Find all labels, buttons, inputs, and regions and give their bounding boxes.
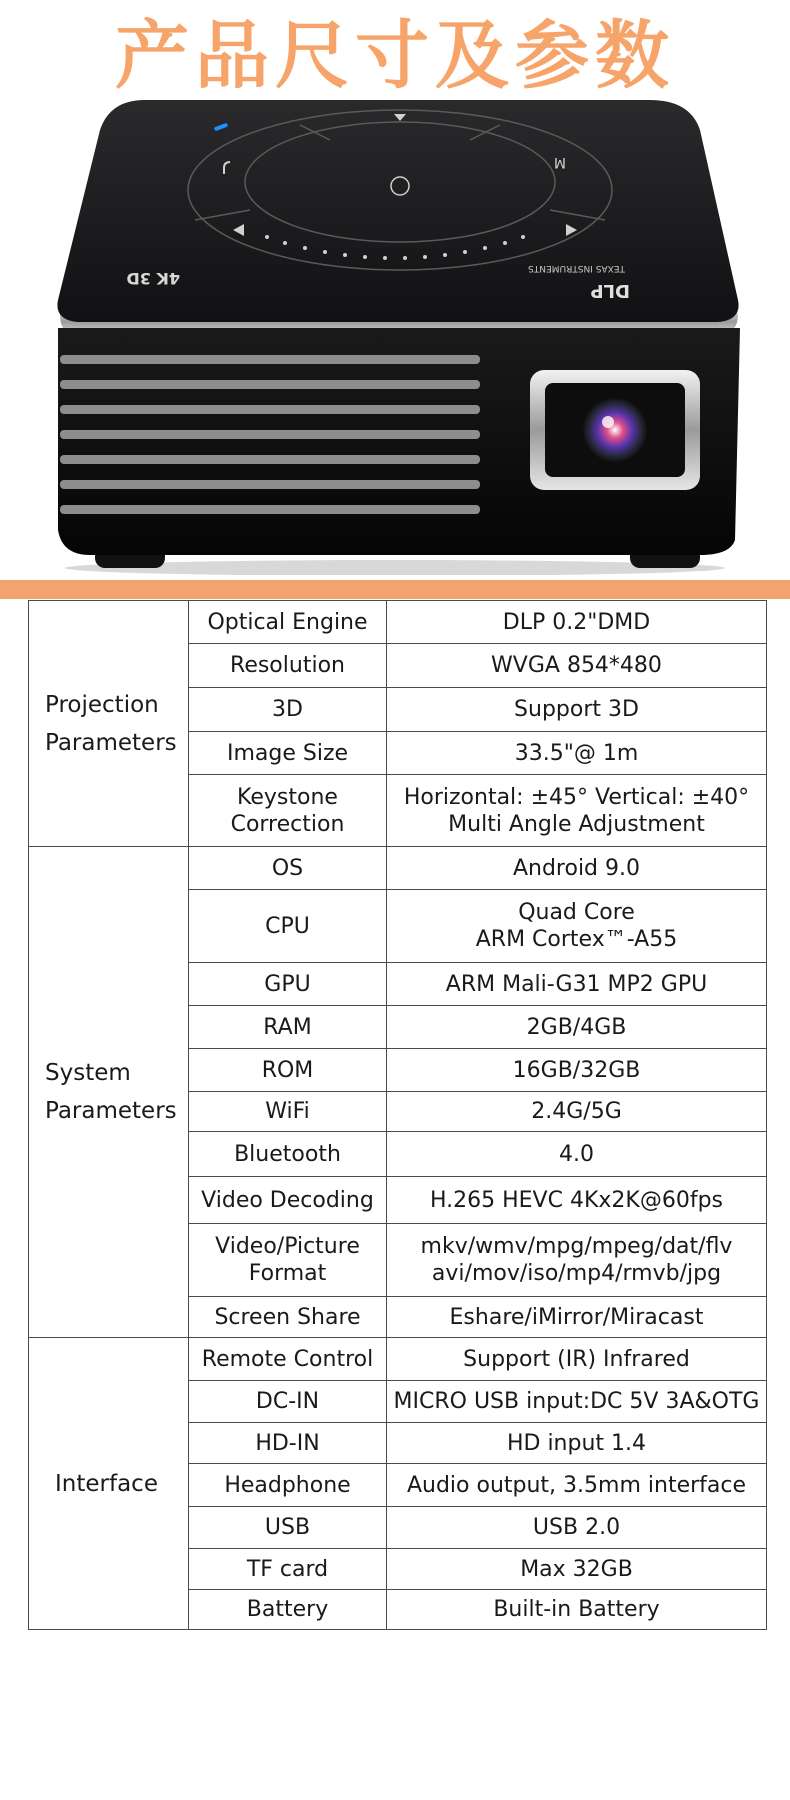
spec-value: 2.4G/5G: [387, 1092, 767, 1132]
spec-value: Built-in Battery: [387, 1590, 767, 1630]
table-row: [29, 847, 767, 890]
spec-label: Screen Share: [189, 1297, 387, 1338]
spec-label: Image Size: [189, 732, 387, 775]
spec-value: DLP 0.2"DMD: [387, 601, 767, 644]
spec-label: Bluetooth: [189, 1132, 387, 1177]
spec-label: Video/Picture Format: [189, 1224, 387, 1297]
spec-label: Optical Engine: [189, 601, 387, 644]
spec-group-name: Interface: [29, 1338, 189, 1630]
spec-group-name: System Parameters: [29, 847, 189, 1338]
spec-value: Eshare/iMirror/Miracast: [387, 1297, 767, 1338]
spec-label: Battery: [189, 1590, 387, 1630]
spec-value: 33.5"@ 1m: [387, 732, 767, 775]
spec-label: Resolution: [189, 644, 387, 688]
spec-value: mkv/wmv/mpg/mpeg/dat/flv avi/mov/iso/mp4/rmvb/jpg: [387, 1224, 767, 1297]
spec-label: RAM: [189, 1006, 387, 1049]
spec-label: 3D: [189, 688, 387, 732]
4k-3d-badge: 4K 3D: [126, 269, 180, 288]
spec-label: Keystone Correction: [189, 775, 387, 847]
page-title: 产品尺寸及参数: [115, 13, 675, 99]
table-row: [29, 1338, 767, 1381]
spec-label: CPU: [189, 890, 387, 963]
spec-value: Support (IR) Infrared: [387, 1338, 767, 1381]
spec-label: Video Decoding: [189, 1177, 387, 1224]
spec-label: GPU: [189, 963, 387, 1006]
spec-value: 2GB/4GB: [387, 1006, 767, 1049]
spec-value: Max 32GB: [387, 1549, 767, 1590]
spec-value: USB 2.0: [387, 1507, 767, 1549]
spec-value: ARM Mali-G31 MP2 GPU: [387, 963, 767, 1006]
spec-value: Quad Core ARM Cortex™-A55: [387, 890, 767, 963]
spec-value: Android 9.0: [387, 847, 767, 890]
projector-image: [0, 100, 790, 575]
spec-value: Horizontal: ±45° Vertical: ±40° Multi Angle Adjustment: [387, 775, 767, 847]
spec-value: 4.0: [387, 1132, 767, 1177]
spec-label: DC-IN: [189, 1381, 387, 1423]
dlp-logo: DLP: [590, 280, 630, 301]
table-row: [29, 601, 767, 644]
spec-label: WiFi: [189, 1092, 387, 1132]
spec-label: USB: [189, 1507, 387, 1549]
spec-label: TF card: [189, 1549, 387, 1590]
spec-value: H.265 HEVC 4Kx2K@60fps: [387, 1177, 767, 1224]
spec-value: Support 3D: [387, 688, 767, 732]
spec-label: Remote Control: [189, 1338, 387, 1381]
spec-label: HD-IN: [189, 1423, 387, 1464]
spec-label: Headphone: [189, 1464, 387, 1507]
section-divider: [0, 580, 790, 599]
spec-value: 16GB/32GB: [387, 1049, 767, 1092]
dlp-logo-sub: TEXAS INSTRUMENTS: [528, 263, 625, 273]
spec-value: Audio output, 3.5mm interface: [387, 1464, 767, 1507]
lens-icon: [530, 370, 700, 490]
spec-label: ROM: [189, 1049, 387, 1092]
menu-key: M: [553, 154, 566, 170]
spec-table: [28, 600, 767, 1630]
spec-value: MICRO USB input:DC 5V 3A&OTG: [387, 1381, 767, 1423]
spec-value: HD input 1.4: [387, 1423, 767, 1464]
spec-value: WVGA 854*480: [387, 644, 767, 688]
spec-group-name: Projection Parameters: [29, 601, 189, 847]
spec-label: OS: [189, 847, 387, 890]
